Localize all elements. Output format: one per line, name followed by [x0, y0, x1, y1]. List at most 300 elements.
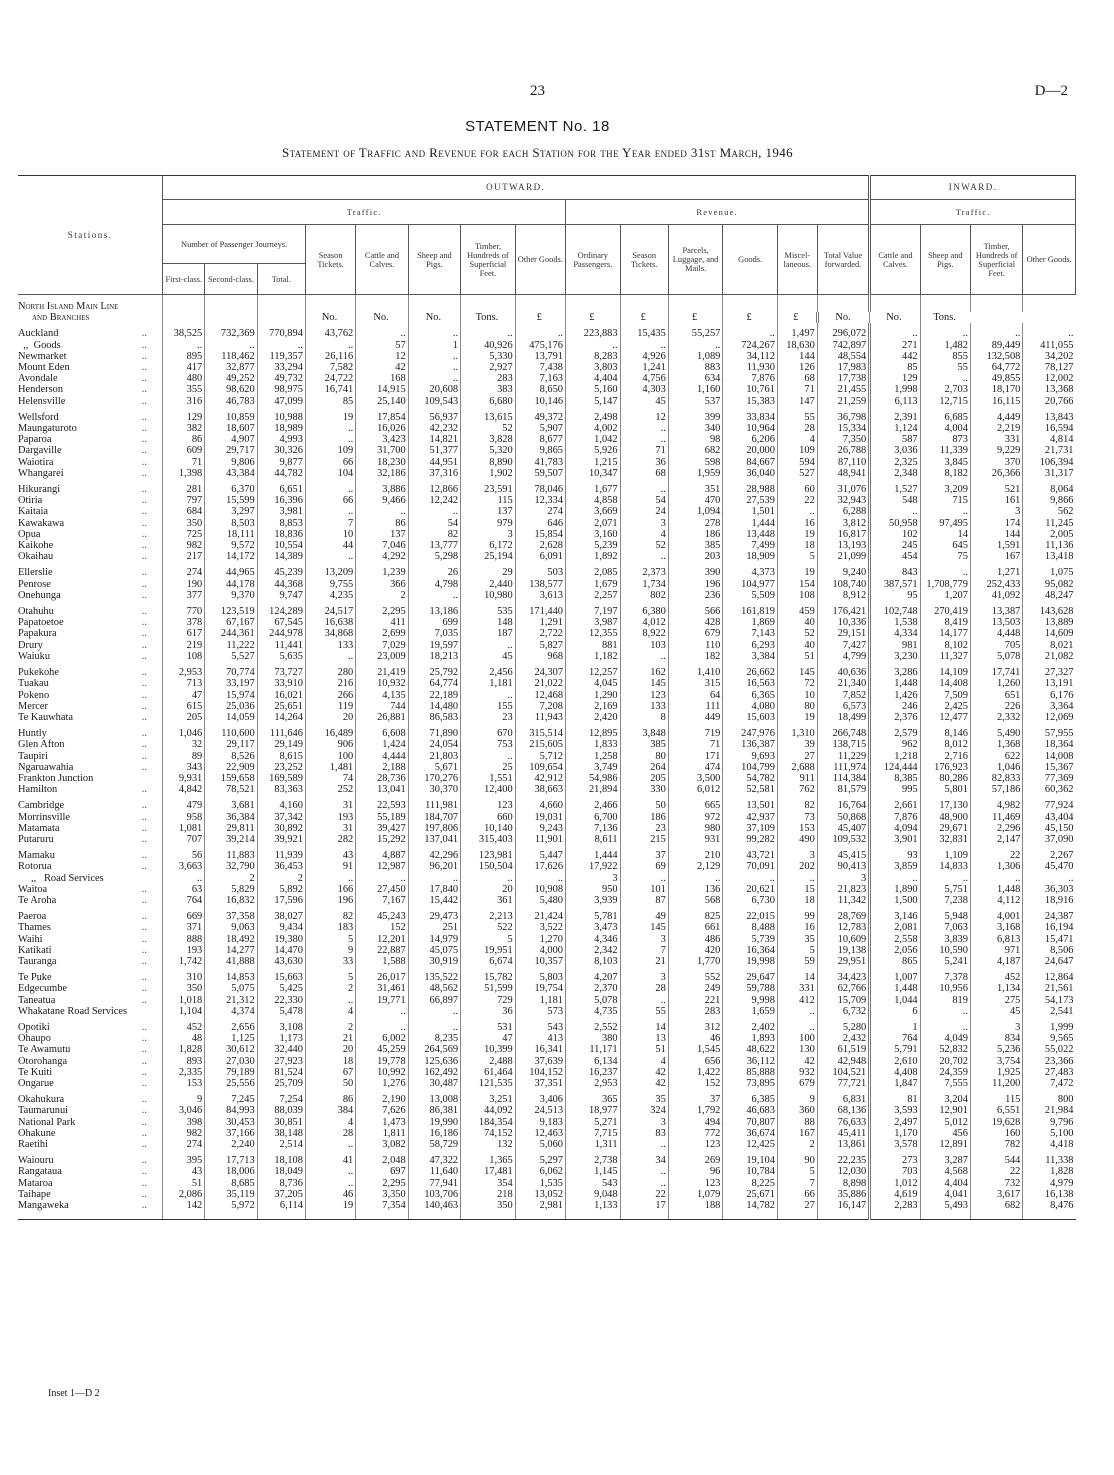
- cell-value: 28,988: [723, 479, 778, 495]
- cell-value: 893: [163, 1056, 205, 1067]
- cell-value: 16,147: [817, 1200, 869, 1211]
- cell-value: 29,149: [257, 739, 305, 750]
- cell-value: 1,424: [356, 739, 408, 750]
- cell-value: 77,941: [408, 1178, 460, 1189]
- cell-value: 29,717: [205, 445, 257, 456]
- cell-value: 1,075: [1023, 562, 1076, 578]
- cell-value: 3: [566, 873, 621, 884]
- cell-value: 15,599: [205, 495, 257, 506]
- cell-value: 35: [777, 934, 817, 945]
- cell-value: 13,191: [1023, 678, 1076, 689]
- cell-value: 210: [668, 845, 723, 861]
- cell-value: 274: [163, 562, 205, 578]
- cell-value: 2,981: [515, 1200, 565, 1211]
- leader-dots: ..: [141, 784, 147, 796]
- cell-value: 1,448: [970, 884, 1022, 895]
- cell-value: 54,986: [566, 773, 621, 784]
- cell-value: 2,283: [870, 1200, 920, 1211]
- cell-value: 6,732: [817, 1006, 869, 1017]
- cell-value: 3,939: [566, 895, 621, 906]
- cell-value: 331: [777, 983, 817, 994]
- station-name: Waitoa: [18, 883, 48, 895]
- cell-value: 843: [870, 562, 920, 578]
- cell-value: 11,338: [1023, 1150, 1076, 1166]
- cell-value: 12,468: [515, 690, 565, 701]
- station-name: Mamaku: [18, 850, 55, 862]
- cell-value: 104,521: [817, 1067, 869, 1078]
- cell-value: 2: [777, 1139, 817, 1150]
- cell-value: 2,085: [566, 562, 621, 578]
- cell-value: 1,291: [515, 617, 565, 628]
- second-class-header: Second-class.: [205, 264, 257, 295]
- cell-value: 19,138: [817, 945, 869, 956]
- cell-value: 7,254: [257, 1089, 305, 1105]
- cell-value: 1,426: [870, 690, 920, 701]
- cell-value: 33,910: [257, 678, 305, 689]
- station-name: Kawakawa: [18, 517, 65, 529]
- cell-value: 3: [970, 506, 1022, 517]
- station-row: [18, 739, 1076, 750]
- cell-value: 18,630: [777, 340, 817, 351]
- cell-value: 398: [163, 1117, 205, 1128]
- cell-value: 55: [620, 1006, 668, 1017]
- cell-value: 15,782: [461, 967, 516, 983]
- cell-value: 145: [777, 662, 817, 678]
- leader-dots: ..: [141, 589, 147, 601]
- cell-value: ..: [870, 873, 920, 884]
- cell-value: 1,181: [461, 678, 516, 689]
- cell-value: 4,373: [723, 562, 778, 578]
- cell-value: 56: [163, 845, 205, 861]
- cell-value: 10,590: [920, 945, 970, 956]
- cell-value: 43,384: [205, 468, 257, 479]
- cell-value: 4,735: [566, 1006, 621, 1017]
- unit-label: £: [515, 312, 565, 323]
- station-name: Hamilton: [18, 784, 58, 796]
- cell-value: 5,100: [1023, 1128, 1076, 1139]
- station-name: Whangarei: [18, 467, 64, 479]
- cell-value: 4,619: [870, 1189, 920, 1200]
- cell-value: 150,504: [461, 861, 516, 872]
- cell-value: 104,152: [515, 1067, 565, 1078]
- cell-value: 34,112: [723, 351, 778, 362]
- cell-value: 18: [777, 540, 817, 551]
- cell-value: 19,771: [356, 995, 408, 1006]
- cell-value: 223,883: [566, 323, 621, 339]
- cell-value: 11,901: [515, 834, 565, 845]
- cell-value: 40,636: [817, 662, 869, 678]
- cell-value: 13,193: [817, 540, 869, 551]
- cell-value: 11,327: [920, 651, 970, 662]
- cell-value: 622: [970, 751, 1022, 762]
- cell-value: 428: [668, 617, 723, 628]
- cell-value: 3,473: [566, 922, 621, 933]
- station-name: Morrinsville: [18, 811, 70, 823]
- cell-value: 17,738: [817, 373, 869, 384]
- cell-value: 753: [461, 739, 516, 750]
- cell-value: ..: [408, 362, 460, 373]
- cell-value: 15,709: [817, 995, 869, 1006]
- cell-value: ..: [920, 562, 970, 578]
- cell-value: 366: [356, 579, 408, 590]
- cell-value: 1,310: [777, 723, 817, 739]
- cell-value: 9,229: [970, 445, 1022, 456]
- cell-value: 10: [777, 690, 817, 701]
- cell-value: 13,368: [1023, 384, 1076, 395]
- cell-value: 54,173: [1023, 995, 1076, 1006]
- cell-value: 26,881: [356, 712, 408, 723]
- cell-value: 3,286: [870, 662, 920, 678]
- cell-value: 7: [777, 1178, 817, 1189]
- station-name: Waiuku: [18, 650, 51, 662]
- cell-value: 384: [305, 1105, 355, 1116]
- cell-value: 4,346: [566, 934, 621, 945]
- station-row: [18, 1178, 1076, 1189]
- cell-value: 55: [920, 362, 970, 373]
- cell-value: ..: [920, 323, 970, 339]
- cell-value: ..: [1023, 323, 1076, 339]
- cell-value: 2,497: [870, 1117, 920, 1128]
- cell-value: 10,908: [515, 884, 565, 895]
- station-name: Putaruru: [18, 833, 54, 845]
- cell-value: 12,242: [408, 495, 460, 506]
- cell-value: 269: [668, 1150, 723, 1166]
- cell-value: 14,172: [205, 551, 257, 562]
- cell-value: 21,340: [817, 678, 869, 689]
- leader-dots: ..: [141, 911, 147, 923]
- cell-value: 1,258: [566, 751, 621, 762]
- station-row: [18, 1128, 1076, 1139]
- cell-value: 1,042: [566, 434, 621, 445]
- cell-value: 20: [305, 1044, 355, 1055]
- cell-value: 21,099: [817, 551, 869, 562]
- cell-value: 103: [620, 640, 668, 651]
- leader-dots: ..: [141, 567, 147, 579]
- cell-value: 48,622: [723, 1044, 778, 1055]
- cell-value: ..: [920, 506, 970, 517]
- leader-dots: ..: [141, 606, 147, 618]
- cell-value: 21: [305, 1033, 355, 1044]
- cell-value: 281: [163, 479, 205, 495]
- cell-value: 78,127: [1023, 362, 1076, 373]
- cell-value: 90: [777, 1150, 817, 1166]
- cell-value: 82: [408, 529, 460, 540]
- cell-value: 15,663: [257, 967, 305, 983]
- cell-value: 12,400: [461, 784, 516, 795]
- cell-value: 4,000: [515, 945, 565, 956]
- cell-value: 14,853: [205, 967, 257, 983]
- cell-value: 11,200: [970, 1078, 1022, 1089]
- cell-value: 7,499: [723, 540, 778, 551]
- cell-value: 10,956: [920, 983, 970, 994]
- station-row: [18, 518, 1076, 529]
- cell-value: 8,503: [205, 518, 257, 529]
- cell-value: 442: [870, 351, 920, 362]
- cell-value: 8,102: [920, 640, 970, 651]
- unit-label: £: [777, 312, 817, 323]
- cell-value: 152: [668, 1078, 723, 1089]
- cell-value: 27,539: [723, 495, 778, 506]
- cell-value: 5,671: [408, 762, 460, 773]
- cell-value: 669: [163, 906, 205, 922]
- cell-value: 84,667: [723, 457, 778, 468]
- cell-value: 81: [870, 1089, 920, 1105]
- leader-dots: ..: [141, 750, 147, 762]
- cell-value: 5,078: [970, 651, 1022, 662]
- cell-value: 132: [461, 1139, 516, 1150]
- cell-value: 1,545: [668, 1044, 723, 1055]
- station-row: [18, 562, 1076, 578]
- cell-value: 8,526: [205, 751, 257, 762]
- cell-value: 6,172: [461, 540, 516, 551]
- cell-value: 7,715: [566, 1128, 621, 1139]
- cell-value: 2,370: [566, 983, 621, 994]
- cell-value: ..: [305, 479, 355, 495]
- cell-value: 377: [163, 590, 205, 601]
- cell-value: 14,059: [205, 712, 257, 723]
- cell-value: 23,252: [257, 762, 305, 773]
- cell-value: 71,890: [408, 723, 460, 739]
- cell-value: 167: [970, 551, 1022, 562]
- inward-timber-header: Timber, Hundreds of Superficial Feet.: [970, 225, 1022, 295]
- cell-value: 68: [620, 468, 668, 479]
- cell-value: 16,341: [515, 1044, 565, 1055]
- cell-value: 36,303: [1023, 884, 1076, 895]
- station-name: Kaikohe: [18, 540, 54, 552]
- cell-value: 2: [305, 983, 355, 994]
- cell-value: 8,611: [566, 834, 621, 845]
- station-row: [18, 617, 1076, 628]
- station-name: Drury: [18, 639, 43, 651]
- cell-value: 109,532: [817, 834, 869, 845]
- cell-value: 4,160: [257, 795, 305, 811]
- cell-value: 354: [461, 1178, 516, 1189]
- cell-value: 126: [777, 362, 817, 373]
- cell-value: ..: [970, 323, 1022, 339]
- cell-value: 218: [461, 1189, 516, 1200]
- cell-value: 8,685: [205, 1178, 257, 1189]
- cell-value: 57,955: [1023, 723, 1076, 739]
- cell-value: 14,109: [920, 662, 970, 678]
- cell-value: 16,237: [566, 1067, 621, 1078]
- cell-value: 1,481: [305, 762, 355, 773]
- cell-value: 8,615: [257, 751, 305, 762]
- cell-value: 1,276: [356, 1078, 408, 1089]
- cell-value: 31: [305, 823, 355, 834]
- cell-value: 4,858: [566, 495, 621, 506]
- cell-value: 2,295: [356, 1178, 408, 1189]
- cell-value: 37,316: [408, 468, 460, 479]
- cell-value: 22,909: [205, 762, 257, 773]
- cell-value: 264,569: [408, 1044, 460, 1055]
- cell-value: 52,581: [723, 784, 778, 795]
- cell-value: 59,788: [723, 983, 778, 994]
- cell-value: 4,926: [620, 351, 668, 362]
- cell-value: 26,017: [356, 967, 408, 983]
- station-name: Matamata: [18, 822, 60, 834]
- cell-value: 160: [970, 1128, 1022, 1139]
- cell-value: 1,365: [461, 1150, 516, 1166]
- cell-value: 16,594: [1023, 423, 1076, 434]
- station-name: Tuakau: [18, 678, 49, 690]
- cell-value: 7,438: [515, 362, 565, 373]
- cell-value: 4,041: [920, 1189, 970, 1200]
- cell-value: 102,748: [870, 601, 920, 617]
- cell-value: 390: [668, 562, 723, 578]
- cell-value: 159,658: [205, 773, 257, 784]
- cell-value: 154: [777, 579, 817, 590]
- cell-value: 11,171: [566, 1044, 621, 1055]
- cell-value: 5,425: [257, 983, 305, 994]
- cell-value: 244,978: [257, 628, 305, 639]
- cell-value: 5,297: [515, 1150, 565, 1166]
- cell-value: 188: [668, 1200, 723, 1211]
- cell-value: 32,186: [356, 468, 408, 479]
- cell-value: 60: [777, 479, 817, 495]
- cell-value: 70,807: [723, 1117, 778, 1128]
- cell-value: 1,444: [723, 518, 778, 529]
- cell-value: 5,060: [515, 1139, 565, 1150]
- cell-value: 66,897: [408, 995, 460, 1006]
- cell-value: 29,647: [723, 967, 778, 983]
- cell-value: 27,327: [1023, 662, 1076, 678]
- cell-value: 330: [620, 784, 668, 795]
- cell-value: 331: [970, 434, 1022, 445]
- cell-value: 25,709: [257, 1078, 305, 1089]
- cell-value: 1,125: [205, 1033, 257, 1044]
- cell-value: 1,181: [515, 995, 565, 1006]
- cattle-calves-header: Cattle and Calves.: [356, 225, 408, 295]
- cell-value: 2,169: [566, 701, 621, 712]
- station-name: Mercer: [18, 700, 48, 712]
- cell-value: 27,450: [356, 884, 408, 895]
- cell-value: 21,561: [1023, 983, 1076, 994]
- cell-value: 88,039: [257, 1105, 305, 1116]
- cell-value: 18,006: [205, 1166, 257, 1177]
- cell-value: 3,886: [356, 479, 408, 495]
- cell-value: 968: [515, 651, 565, 662]
- cell-value: 55: [777, 407, 817, 423]
- cell-value: 16,115: [970, 396, 1022, 407]
- cell-value: 1,089: [668, 351, 723, 362]
- leader-dots: ..: [141, 528, 147, 540]
- cell-value: 8,064: [1023, 479, 1076, 495]
- leader-dots: ..: [141, 1021, 147, 1033]
- cell-value: 22: [620, 1189, 668, 1200]
- cell-value: 9,565: [1023, 1033, 1076, 1044]
- cell-value: 4,303: [620, 384, 668, 395]
- cell-value: 3,350: [356, 1189, 408, 1200]
- cell-value: 41,092: [970, 590, 1022, 601]
- cell-value: 9,434: [257, 922, 305, 933]
- cell-value: 797: [163, 495, 205, 506]
- cell-value: 646: [515, 518, 565, 529]
- cell-value: ..: [1023, 873, 1076, 884]
- cell-value: 103,706: [408, 1189, 460, 1200]
- cell-value: 5,493: [920, 1200, 970, 1211]
- cell-value: 3,839: [920, 934, 970, 945]
- cell-value: 9,747: [257, 590, 305, 601]
- cell-value: 32,790: [205, 861, 257, 872]
- cell-value: 343: [163, 762, 205, 773]
- cell-value: 42: [620, 1067, 668, 1078]
- cell-value: 12,901: [920, 1105, 970, 1116]
- station-name: Te Kuiti: [18, 1066, 53, 1078]
- cell-value: 43,630: [257, 956, 305, 967]
- cell-value: 119: [305, 701, 355, 712]
- cell-value: 64,772: [970, 362, 1022, 373]
- cell-value: 66: [305, 457, 355, 468]
- cell-value: 43: [163, 1166, 205, 1177]
- cell-value: 123: [668, 1178, 723, 1189]
- cell-value: 10,992: [356, 1067, 408, 1078]
- cell-value: ..: [305, 995, 355, 1006]
- end-cell: [356, 1211, 408, 1220]
- cell-value: 30,892: [257, 823, 305, 834]
- cell-value: ..: [461, 323, 516, 339]
- cell-value: 82: [777, 795, 817, 811]
- cell-value: 1,079: [668, 1189, 723, 1200]
- leader-dots: ..: [141, 850, 147, 862]
- cell-value: 45: [461, 651, 516, 662]
- cell-value: 51: [620, 1044, 668, 1055]
- cell-value: 6,608: [356, 723, 408, 739]
- cell-value: 16,817: [817, 529, 869, 540]
- station-name: ,, Road Services: [18, 872, 104, 884]
- station-name: Pukekohe: [18, 667, 59, 679]
- cell-value: 79,189: [205, 1067, 257, 1078]
- leader-dots: ..: [141, 883, 147, 895]
- cell-value: 266,748: [817, 723, 869, 739]
- cell-value: 89,449: [970, 340, 1022, 351]
- cell-value: 10: [305, 529, 355, 540]
- cell-value: 109,543: [408, 396, 460, 407]
- cell-value: 888: [163, 934, 205, 945]
- cell-value: 138,715: [817, 739, 869, 750]
- cell-value: 25,792: [408, 662, 460, 678]
- station-row: [18, 1067, 1076, 1078]
- cell-value: 350: [163, 518, 205, 529]
- cell-value: 11,339: [920, 445, 970, 456]
- cell-value: 3,578: [870, 1139, 920, 1150]
- cell-value: 2,373: [620, 562, 668, 578]
- cell-value: 5,907: [515, 423, 565, 434]
- cell-value: 14,264: [257, 712, 305, 723]
- cell-value: 252,433: [970, 579, 1022, 590]
- cell-value: 1,473: [356, 1117, 408, 1128]
- cell-value: 16,138: [1023, 1189, 1076, 1200]
- cell-value: 23,366: [1023, 1056, 1076, 1067]
- cell-value: 4,814: [1023, 434, 1076, 445]
- cell-value: 932: [777, 1067, 817, 1078]
- station-row: [18, 784, 1076, 795]
- cell-value: 153: [163, 1078, 205, 1089]
- cell-value: 85: [305, 396, 355, 407]
- cell-value: 3,146: [870, 906, 920, 922]
- cell-value: 2,927: [461, 362, 516, 373]
- station-name: Avondale: [18, 373, 58, 385]
- leader-dots: ..: [141, 1127, 147, 1139]
- station-row: [18, 967, 1076, 983]
- cell-value: 3,845: [920, 457, 970, 468]
- cell-value: 6,113: [870, 396, 920, 407]
- cell-value: 170,276: [408, 773, 460, 784]
- cell-value: 99,282: [723, 834, 778, 845]
- cell-value: 28: [777, 423, 817, 434]
- cell-value: 21,984: [1023, 1105, 1076, 1116]
- cell-value: 70,774: [205, 662, 257, 678]
- cell-value: ..: [620, 651, 668, 662]
